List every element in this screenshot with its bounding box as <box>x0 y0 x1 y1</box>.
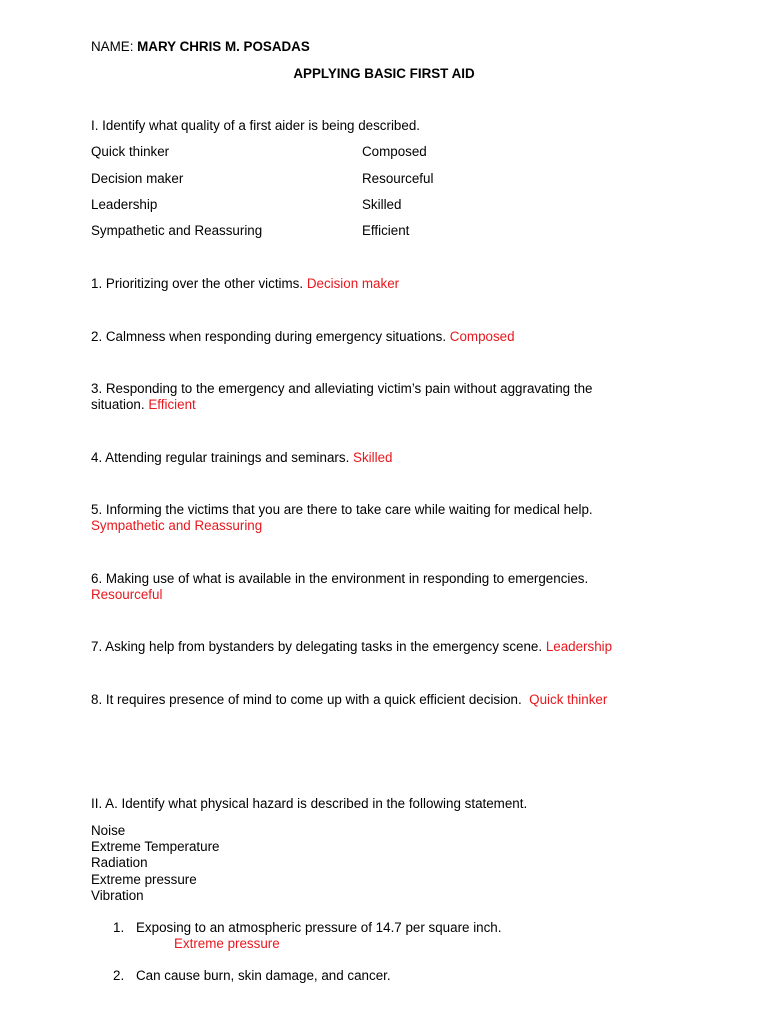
answer-text: Quick thinker <box>529 692 608 707</box>
answer-text: Resourceful <box>91 587 163 602</box>
answer-text: Sympathetic and Reassuring <box>91 518 263 533</box>
question-item <box>91 276 399 292</box>
choice-left-1: Quick thinker <box>91 144 170 159</box>
choice-left-3: Leadership <box>91 197 158 212</box>
choice-right-3: Skilled <box>362 197 402 212</box>
question-text: Exposing to an atmospheric pressure of 14.7 per square inch. <box>136 920 502 935</box>
question-text: 8. It requires presence of mind to come up with a quick efficient decision. <box>91 692 522 707</box>
choice-left-2: Decision maker <box>91 171 184 186</box>
choice-right-4: Efficient <box>362 223 410 238</box>
list-number: 2. <box>113 968 125 983</box>
question-item <box>91 450 392 466</box>
name-line <box>91 39 310 55</box>
question-item <box>91 329 515 345</box>
question-text: 6. Making use of what is available in the environment in responding to emergencies. <box>91 571 589 586</box>
question-text: 2. Calmness when responding during emergency situations. <box>91 329 447 344</box>
question-text: 4. Attending regular trainings and seminars. <box>91 450 350 465</box>
hazard-choice: Extreme pressure <box>91 872 197 887</box>
section2-instruction: II. A. Identify what physical hazard is described in the following statement. <box>91 796 528 811</box>
hazard-choice: Extreme Temperature <box>91 839 220 854</box>
page-title: APPLYING BASIC FIRST AID <box>293 66 475 81</box>
answer-text: Efficient <box>148 397 196 412</box>
question-item <box>91 397 196 413</box>
question-text: Can cause burn, skin damage, and cancer. <box>136 968 391 983</box>
list-number: 1. <box>113 920 125 935</box>
choice-left-4: Sympathetic and Reassuring <box>91 223 263 238</box>
question-text: 3. Responding to the emergency and alleviating victim’s pain without aggravating the <box>91 381 593 396</box>
answer-text: Composed <box>449 329 515 344</box>
question-text: 5. Informing the victims that you are there to take care while waiting for medical help. <box>91 502 593 517</box>
answer-text: Extreme pressure <box>174 936 280 951</box>
choice-right-1: Composed <box>362 144 427 159</box>
question-text: 7. Asking help from bystanders by delegating tasks in the emergency scene. <box>91 639 543 654</box>
question-text: situation. <box>91 397 145 412</box>
answer-text: Decision maker <box>306 276 400 291</box>
hazard-choice: Radiation <box>91 855 148 870</box>
name-label: NAME: <box>91 39 134 54</box>
question-item <box>91 639 612 655</box>
hazard-choice: Vibration <box>91 888 144 903</box>
answer-text: Skilled <box>353 450 393 465</box>
hazard-choice: Noise <box>91 823 126 838</box>
section1-instruction: I. Identify what quality of a first aider is being described. <box>91 118 420 133</box>
student-name: MARY CHRIS M. POSADAS <box>137 39 310 54</box>
answer-text: Leadership <box>545 639 613 654</box>
choice-right-2: Resourceful <box>362 171 434 186</box>
question-item <box>91 692 607 708</box>
question-text: 1. Prioritizing over the other victims. <box>91 276 304 291</box>
